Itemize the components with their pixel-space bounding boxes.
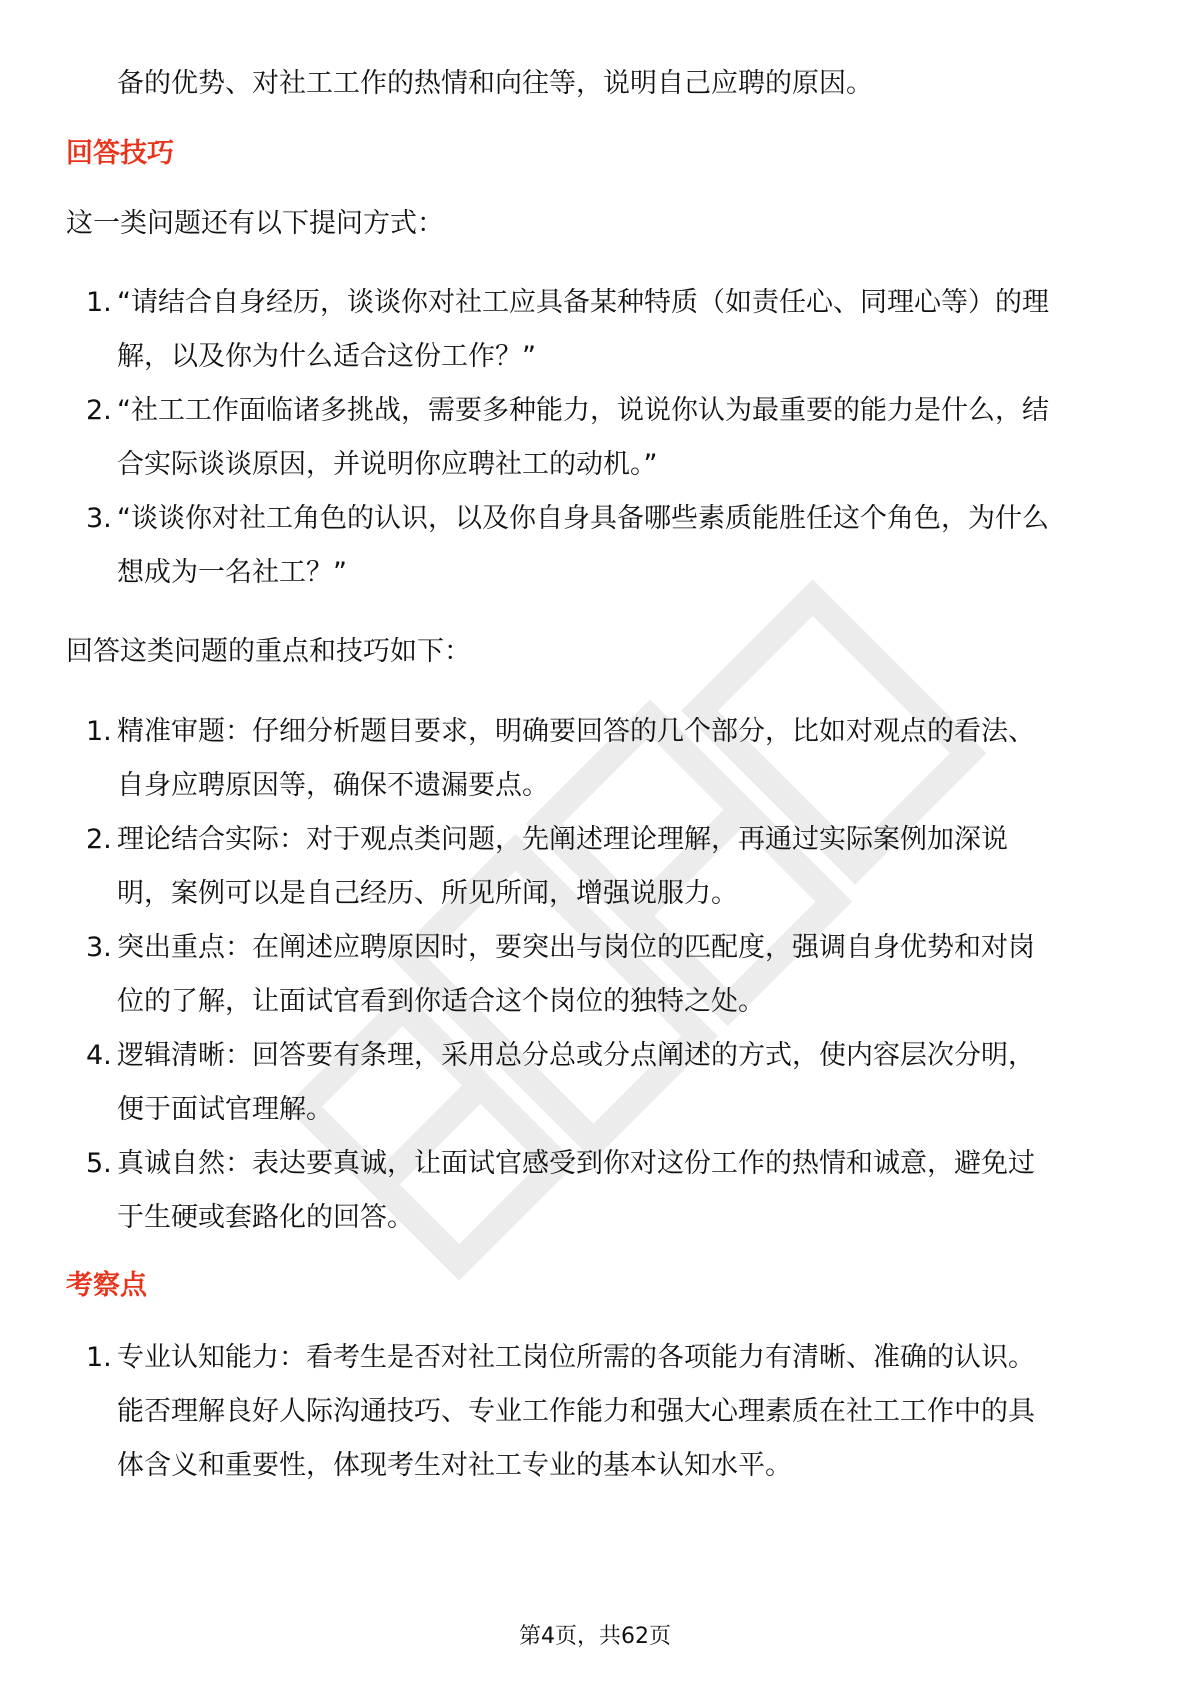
list-item-line: 明，案例可以是自己经历、所见所闻，增强说服力。 (117, 878, 738, 909)
list-item-line: 真诚自然：表达要真诚，让面试官感受到你对这份工作的热情和诚意，避免过 (117, 1148, 1035, 1179)
list-item-line: 理论结合实际：对于观点类问题，先阐述理论理解，再通过实际案例加深说 (117, 824, 1008, 855)
list-item-line: 位的了解，让面试官看到你适合这个岗位的独特之处。 (117, 986, 765, 1017)
list-number: 3. (86, 932, 112, 963)
list-item-line: “请结合自身经历，谈谈你对社工应具备某种特质（如责任心、同理心等）的理 (117, 287, 1049, 318)
list-item-line: 突出重点：在阐述应聘原因时，要突出与岗位的匹配度，强调自身优势和对岗 (117, 932, 1035, 963)
list-number: 3. (86, 503, 112, 534)
list-number: 2. (86, 395, 112, 426)
list-item-line: 解，以及你为什么适合这份工作？” (117, 341, 536, 372)
tips-lead-text: 回答这类问题的重点和技巧如下： (66, 636, 471, 667)
list-item-line: 体含义和重要性，体现考生对社工专业的基本认知水平。 (117, 1450, 792, 1481)
list-number: 4. (86, 1040, 112, 1071)
list-number: 1. (86, 1342, 112, 1373)
list-number: 2. (86, 824, 112, 855)
list-number: 1. (86, 287, 112, 318)
list-item-line: “社工工作面临诸多挑战，需要多种能力，说说你认为最重要的能力是什么，结 (117, 395, 1049, 426)
list-item-line: 合实际谈谈原因，并说明你应聘社工的动机。” (117, 449, 658, 480)
list-number: 1. (86, 716, 112, 747)
list-item-line: 想成为一名社工？” (117, 557, 347, 588)
list-item-line: 专业认知能力：看考生是否对社工岗位所需的各项能力有清晰、准确的认识。 (117, 1342, 1035, 1373)
page-number-footer: 第4页，共62页 (519, 1624, 671, 1649)
list-item-line: 能否理解良好人际沟通技巧、专业工作能力和强大心理素质在社工工作中的具 (117, 1396, 1035, 1427)
intro-tail-text: 备的优势、对社工工作的热情和向往等，说明自己应聘的原因。 (117, 68, 873, 99)
section-heading-assessment-points: 考察点 (66, 1270, 147, 1301)
section-heading-answer-tips: 回答技巧 (66, 138, 174, 169)
list-item-line: 逻辑清晰：回答要有条理，采用总分总或分点阐述的方式，使内容层次分明， (117, 1040, 1035, 1071)
list-item-line: 自身应聘原因等，确保不遗漏要点。 (117, 770, 549, 801)
list-item-line: 精准审题：仔细分析题目要求，明确要回答的几个部分，比如对观点的看法、 (117, 716, 1035, 747)
list-number: 5. (86, 1148, 112, 1179)
list-item-line: 于生硬或套路化的回答。 (117, 1202, 414, 1233)
list-item-line: “谈谈你对社工角色的认识，以及你自身具备哪些素质能胜任这个角色，为什么 (117, 503, 1049, 534)
list-item-line: 便于面试官理解。 (117, 1094, 333, 1125)
questions-lead-text: 这一类问题还有以下提问方式： (66, 208, 444, 239)
